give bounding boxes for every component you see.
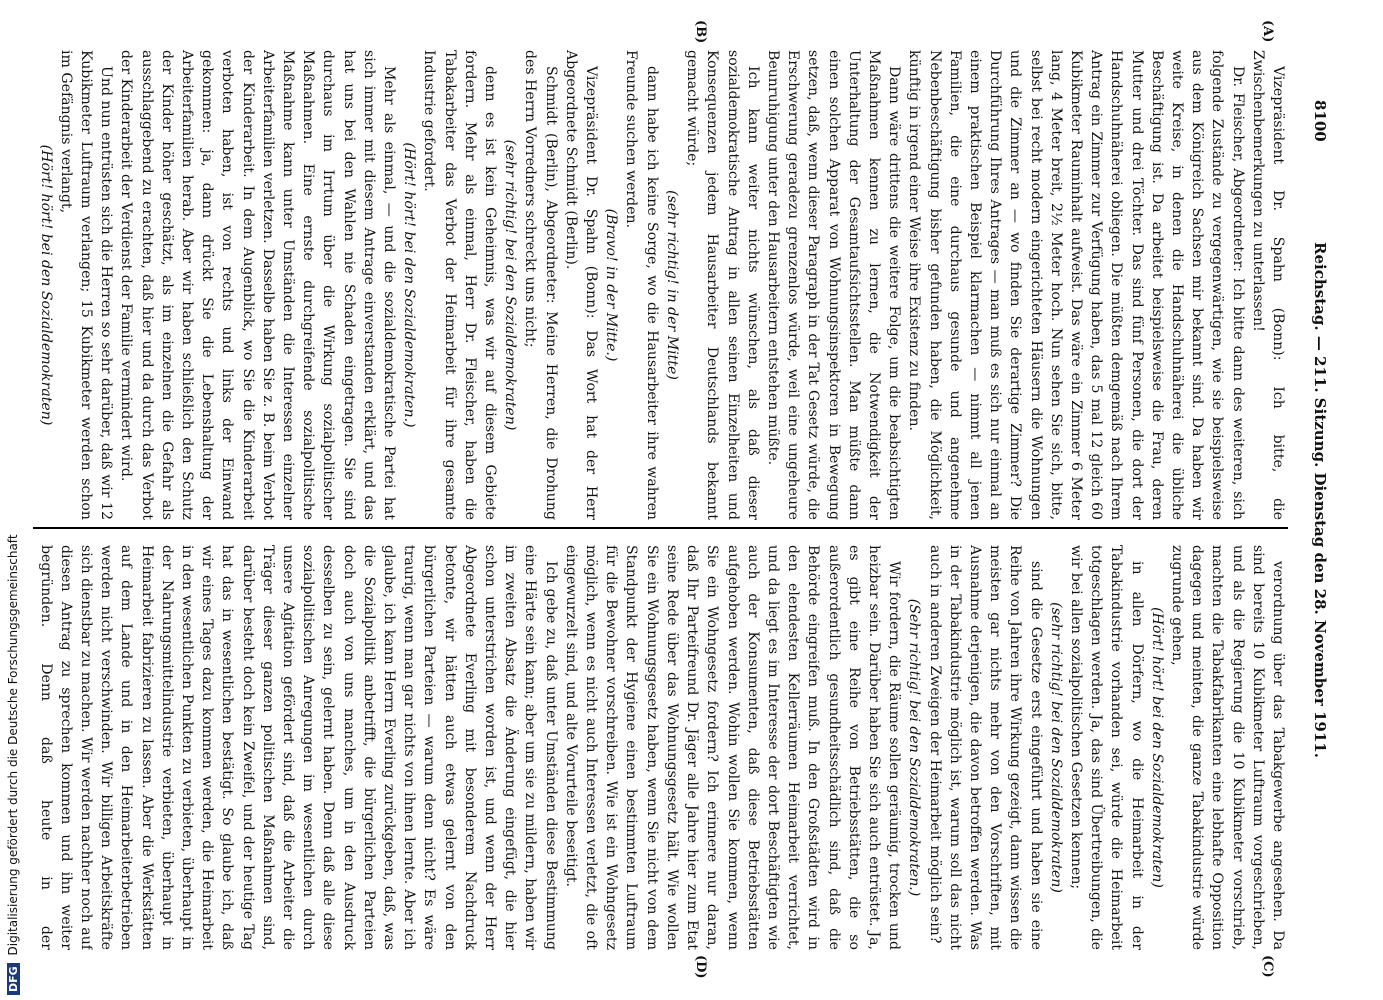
page-header <box>1293 40 1333 960</box>
paragraph: in allen Dörfern, wo die Heimarbeit in der Tabakindustrie vorhanden sei, würde die Heimarbeit totgeschlagen werden. Ja, das sind Übertreibungen, die wir bei allen sozialpolitischen Gesetzen kennen; <box>1067 545 1145 950</box>
margin-marker-a: (A) <box>1260 20 1275 43</box>
paragraph: Wir fordern, die Räume sollen geräumig, trocken und heizbar sein. Darüber haben Sie sich auch entrüstet. Ja, es gibt eine Reihe von Betriebsstätten, die so außerordentlich gesundheitsschädlich sind, daß die Behörde eingreifen muß. In den Großstädten wird in den elendesten Kellerräumen Heimarbeit verrichtet, und da liegt es im Interesse der dort Beschäftigten wie auch der Konsumenten, daß diese Betriebsstätten aufgehoben werden. Wohin wollen Sie kommen, wenn Sie ein Wohngesetz fordern? Ich erinnere nur daran, daß Ihr Parteifreund Dr. Jäger alle Jahre hier zum Etat seine Rede über das Wohnungsgesetz hält. Wie wollen Sie ein Wohnungsgesetz haben, wenn Sie nicht von dem Standpunkt der Hygiene einen bestimmten Luftraum für die Bewohner vorschreiben. Wie ist ein Wohngesetz möglich, wenn es nicht auch Interessen verletzt, die oft eingewurzelt sind, und alte Vorurteile beseitigt. <box>562 545 903 950</box>
paragraph: sind die Gesetze erst eingeführt und haben sie eine Reihe von Jahren ihre Wirkung gezeigt, dann wissen die meisten gar nichts mehr von den Vorschriften, mit Ausnahme derjenigen, die davon betroffen werden. Was in der Tabakindustrie möglich ist, warum soll das nicht auch in anderen Zweigen der Heimarbeit möglich sein? <box>926 545 1044 950</box>
paragraph: Ich kann weiter nichts wünschen, als daß dieser sozialdemokratische Antrag in allen seinen Einzelheiten und Konsequenzen jedem Hausarbeiter Deutschlands bekannt gemacht würde; <box>684 50 761 520</box>
margin-marker-d: (D) <box>693 955 708 979</box>
margin-marker-c: (C) <box>1260 955 1275 978</box>
interjection: (Hört! hört! bei den Sozialdemokraten) <box>37 144 54 426</box>
left-column <box>33 50 1288 520</box>
column-divider <box>33 527 1288 529</box>
paragraph: dann habe ich keine Sorge, wo die Hausarbeiter ihre wahren Freunde suchen werden. <box>623 50 660 520</box>
paragraph: denn es ist kein Geheimnis, was wir auf diesem Gebiete fordern. Mehr als einmal, Herr Dr. Fleischer, haben die Tabakarbeiter das Verbot der Heimarbeit für ihre gesamte Industrie gefordert. <box>421 50 499 520</box>
interjection: (Sehr richtig! bei den Sozialdemokraten.) <box>906 598 923 897</box>
paragraph: Ich gebe zu, daß unter Umständen diese Bestimmung eine Härte sein kann; aber um sie zu mildern, haben wir im zweiten Absatz die Änderung eingefügt, die hier schon unterstrichen worden ist, und wenn der Herr Abgeordnete Everling mit besonderem Nachdruck betonte, wir hätten auch etwas gelernt von den bürgerlichen Parteien — warum denn nicht? Es wäre traurig, wenn man gar nichts von ihnen lernte. Aber ich glaube, ich kann Herrn Everling zurückgeben, daß, was die Sozialpolitik anbetrifft, die bürgerlichen Parteien doch auch von uns manches, um in den Ausdruck desselben zu sein, gelernt haben. Denn daß alle diese sozialpolitischen Anregungen im wesentlichen durch unsere Agitation gefördert sind, daß die Arbeiter die Träger dieser ganzen politischen Maßnahmen sind, darüber besteht doch kein Zweifel, und der heutige Tag hat das in wesentlichen bestätigt. So glaube ich, daß wir eines Tages dazu kommen werden, die Heimarbeit in den wesentlichen Punkten zu verbieten, überhaupt in der Nahrungsmittelindustrie verbieten, überhaupt in Heimarbeit fabrizieren zu lassen. Aber die Werkstätten auf dem Lande und in den Heimarbeiterbetrieben werden nicht verschwinden. Wir billigen Arbeitskräfte sich dienstbar zu machen. Wir werden nachher noch auf diesen Antrag zu sprechen kommen und ihn weiter begründen. Denn daß heute in der <box>37 545 559 950</box>
running-title: Reichstag. — 211. Sitzung. Dienstag den 28. November 1911. <box>1311 242 1329 758</box>
paragraph: verordnung über das Tabakgewerbe angesehen. Da sind bereits 10 Kubikmeter Luftraum vorgeschrieben, und als die Regierung die 10 Kubikmeter vorschrieb, machten die Tabakfabrikanten eine lebhafte Opposition dagegen und meinten, die ganze Tabakindustrie würde zugrunde gehen, <box>1168 545 1286 950</box>
margin-marker-b: (B) <box>693 20 708 44</box>
interjection: (sehr richtig! in der Mitte) <box>663 190 680 380</box>
page-number: 8100 <box>1311 100 1329 142</box>
interjection: (Bravo! in der Mitte.) <box>603 208 620 362</box>
digitization-credit <box>6 5 22 995</box>
interjection: (Hört! hört! bei den Sozialdemokraten) <box>1148 607 1165 888</box>
paragraph: Mehr als einmal, — und die sozialdemokratische Partei hat sich immer mit diesem Antrage einverstanden erklärt, und das hat uns bei den Wahlen nie Schaden eingetragen. Sie sind durchaus im Irrtum über die Wirkung sozialpolitischer Maßnahmen. Eine ernste durchgreifende sozialpolitische Maßnahme kann unter Umständen die Interessen einzelner Arbeiterfamilien verletzen. Dasselbe haben Sie z. B. beim Verbot der Kinderarbeit. In dem Augenblick, wo Sie die Kinderarbeit verboten haben, ist von rechts und links der Einwand gekommen: ja, dann drückt Sie die Lebenshaltung der Arbeiterfamilien herab. Aber wir haben schließlich den Schutz der Kinder höher geschätzt, als im einzelnen die Gefahr als ausschlaggebend zu erachten, daß hier und da durch das Verbot der Kinderarbeit der Verdienst der Familie vermindert wird. <box>118 50 398 520</box>
interjection: (Hört! hört! bei den Sozialdemokraten.) <box>401 142 418 428</box>
paragraph: Vizepräsident Dr. Spahn (Bonn): Ich bitte, die Zwischenbemerkungen zu unterlassen! <box>1249 50 1286 520</box>
interjection: (sehr richtig! bei den Sozialdemokraten) <box>1047 602 1064 893</box>
paragraph: Und nun entrüsten sich die Herren so sehr darüber, daß wir 12 Kubikmeter Luftraum verlangen; 15 Kubikmeter werden schon im Gefängnis verlangt, <box>57 50 115 520</box>
credit-text: Digitalisierung gefördert durch die Deutsche Forschungsgemeinschaft <box>6 534 20 956</box>
paragraph: Vizepräsident Dr. Spahn (Bonn): Das Wort hat der Herr Abgeordnete Schmidt (Berlin). <box>562 50 600 520</box>
paragraph: Dr. Fleischer, Abgeordneter: Ich bitte dann des weiteren, sich folgende Zustände zu vergegenwärtigen, wie sie beispielsweise aus dem Königreich Sachsen mir bekannt sind. Da haben wir weite Kreise, in denen die Handschuhnäherei die übliche Beschäftigung ist. Da arbeitet beispielsweise die Frau, deren Mutter und drei Töchter. Das sind fünf Personen, die dort der Handschuhnäherei obliegen. Die müßten demgemäß nach Ihrem Antrag ein Zimmer zur Verfügung haben, das 5 mal 12 gleich 60 Kubikmeter Rauminhalt aufweist. Das wäre ein Zimmer 6 Meter lang, 4 Meter breit, 2½ Meter hoch. Nun sehen Sie sich, bitte, selbst bei recht modern eingerichteten Häusern die Wohnungen und die Zimmer an — wo finden Sie derartige Zimmer? Die Durchführung Ihres Antrages — man muß es sich nur einmal an einem praktischen Beispiel klarmachen — nimmt all jenen Familien, die eine durchaus gesunde und angenehme Nebenbeschäftigung bisher gefunden haben, die Möglichkeit, künftig in irgend einer Weise ihre Existenz zu finden. <box>906 50 1246 520</box>
dfg-logo: DFG <box>7 963 20 995</box>
paragraph: Schmidt (Berlin), Abgeordneter: Meine Herren, die Drohung des Herrn Vorredners schreckt uns nicht; <box>522 50 559 520</box>
right-column <box>33 545 1288 950</box>
interjection: (sehr richtig! bei den Sozialdemokraten) <box>502 139 519 431</box>
paragraph: Dann wäre drittens die weitere Folge, um die beabsichtigten Maßnahmen kennen zu lernen, die Notwendigkeit der Unterhaltung der Gesamtaufsichtsstellen. Man müßte dann einen solchen Apparat von Wohnungsinspektoren in Bewegung setzen, daß, wenn dieser Paragraph in der Tat Gesetz würde, die Erschwerung geradezu grenzenlos würde, weil eine ungeheure Beunruhigung unter den Hausarbeitern entstehen müßte. <box>764 50 903 520</box>
